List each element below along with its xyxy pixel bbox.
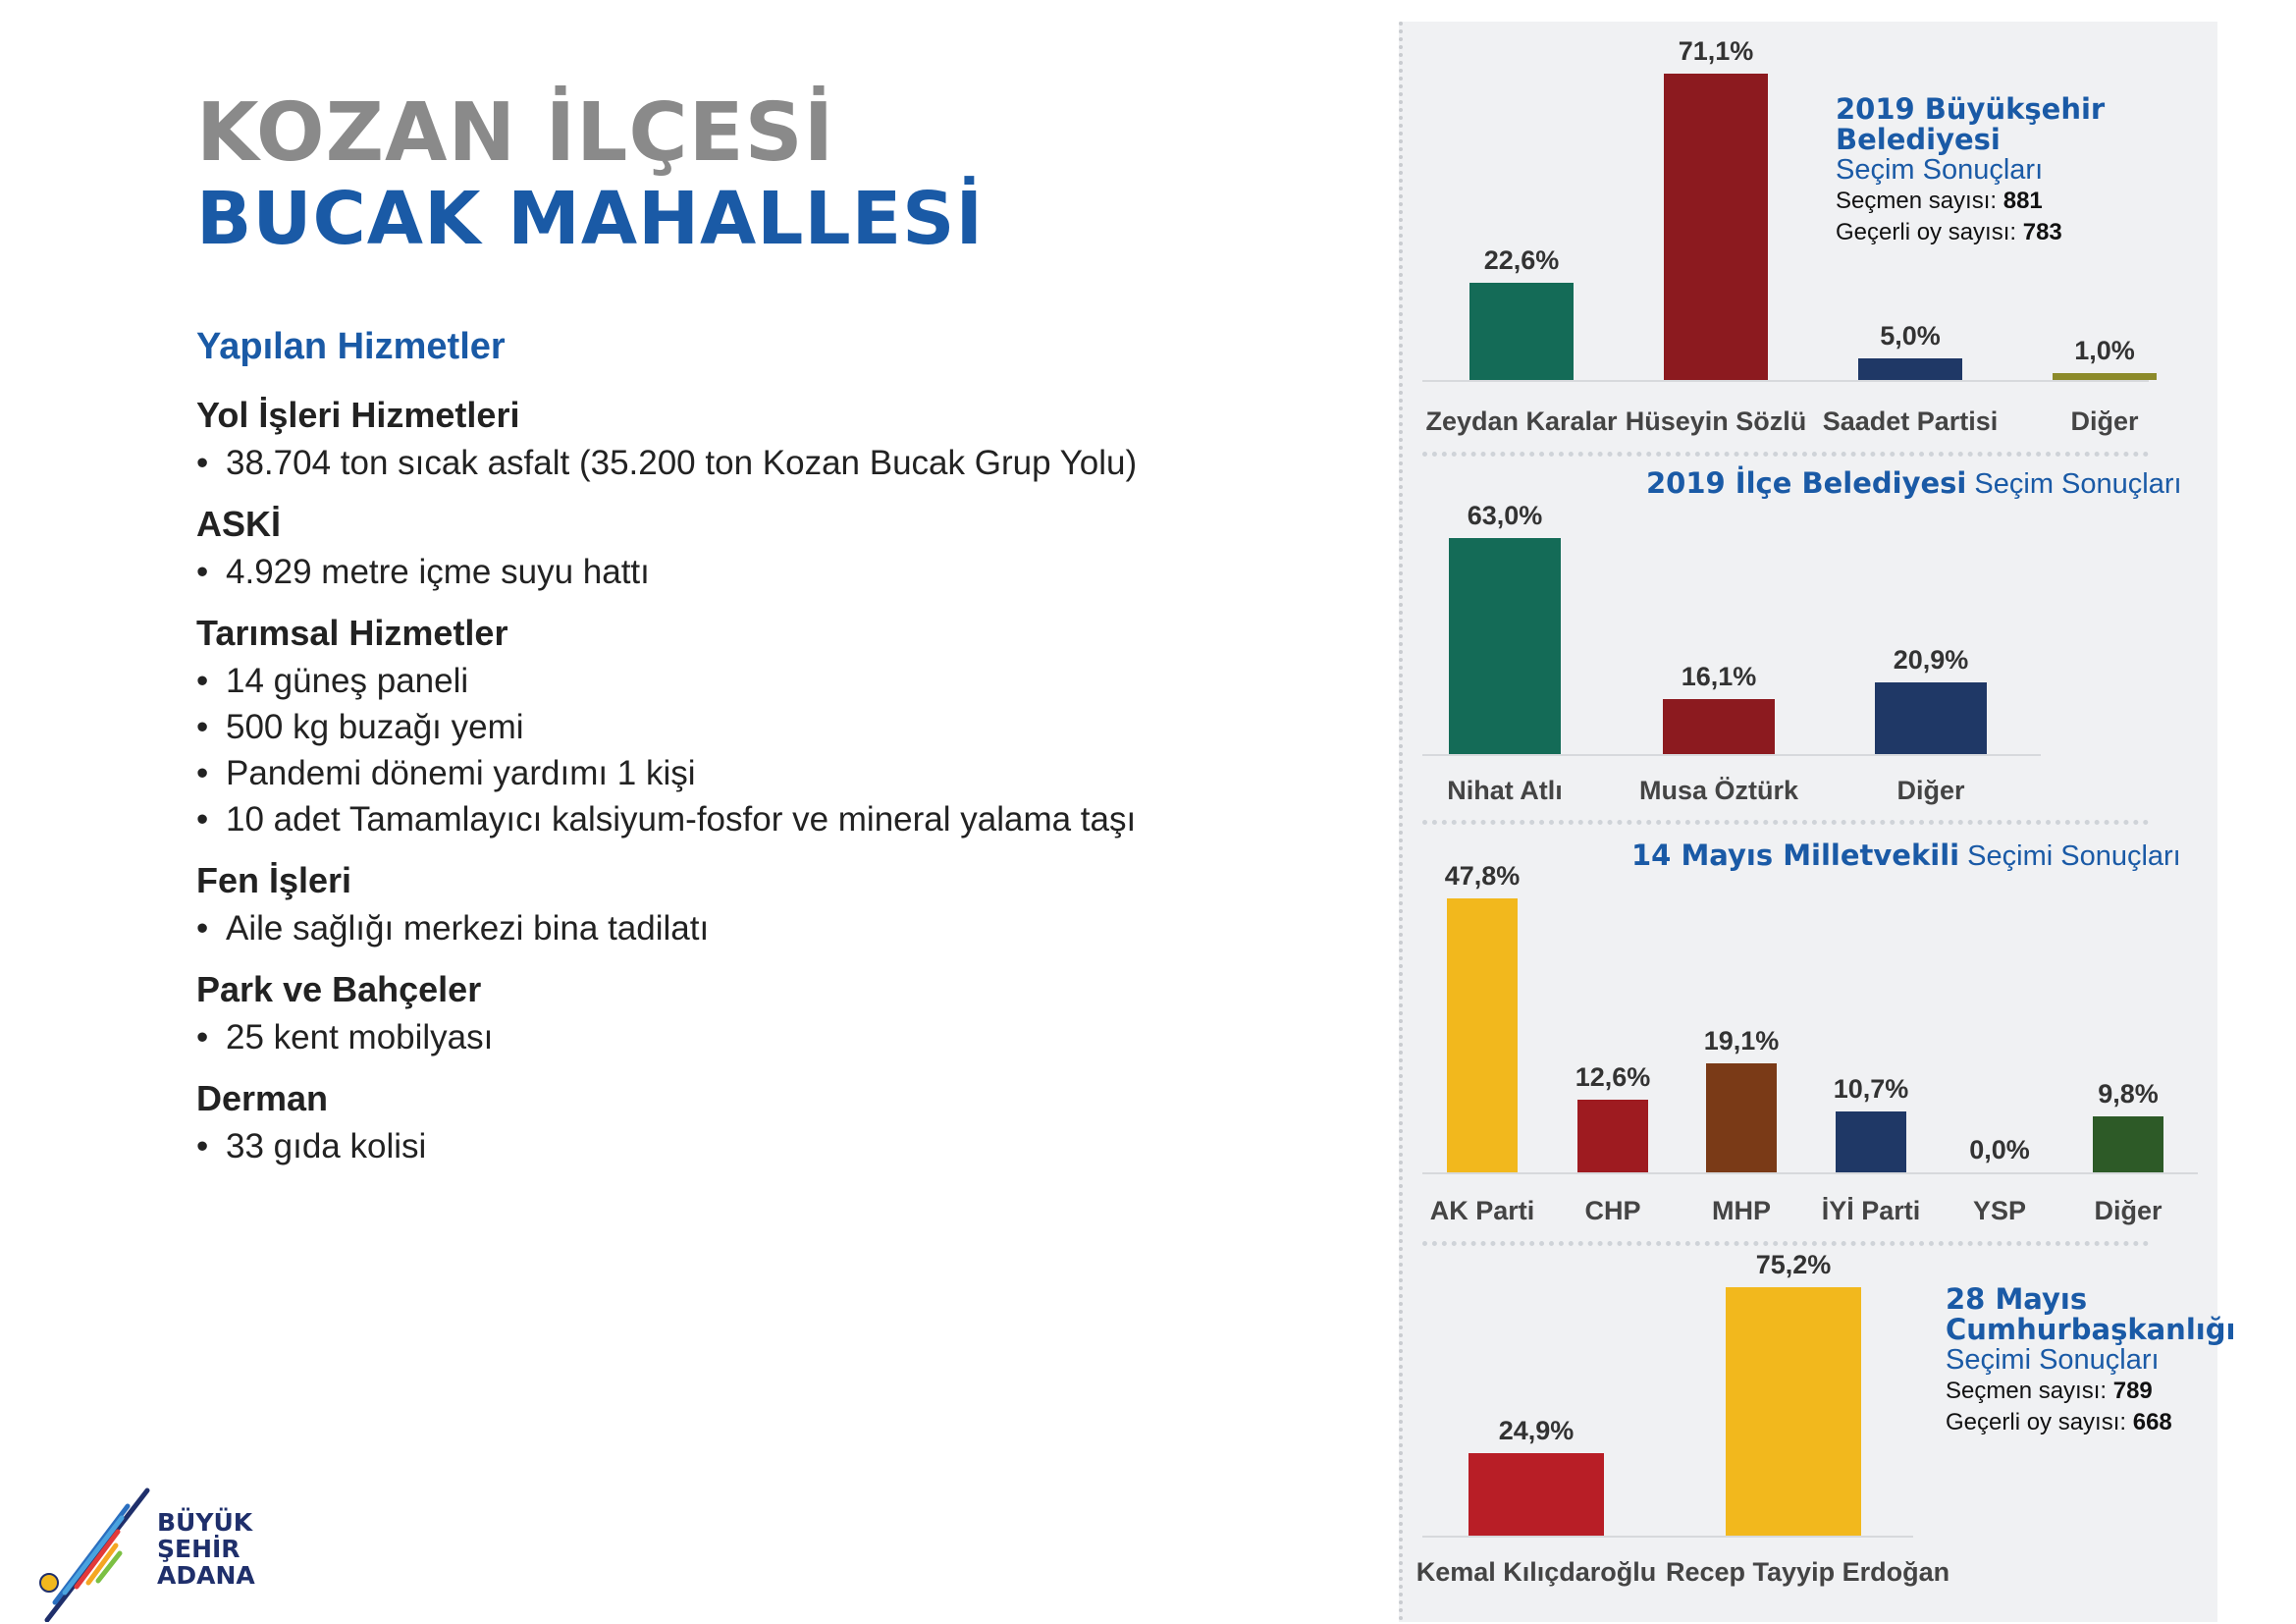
- chart4-title-line2: Cumhurbaşkanlığı: [1946, 1313, 2236, 1346]
- service-item: • 38.704 ton sıcak asfalt (35.200 ton Kozan Bucak Grup Yolu): [196, 440, 1325, 486]
- chart3-bar: [1447, 898, 1518, 1172]
- chart4-title-block: [1946, 1284, 2235, 1438]
- chart2-title: 2019 İlçe Belediyesi Seçim Sonuçları: [1646, 466, 2182, 500]
- chart1-category-label: Hüseyin Sözlü: [1625, 406, 1807, 436]
- service-item: • 4.929 metre içme suyu hattı: [196, 549, 1325, 595]
- chart1-value-label: 71,1%: [1678, 36, 1754, 66]
- separator: [1422, 820, 2149, 825]
- chart1-bar: [1469, 283, 1574, 380]
- chart1-value-label: 5,0%: [1880, 321, 1941, 352]
- service-item: • 10 adet Tamamlayıcı kalsiyum-fosfor ve mineral yalama taşı: [196, 796, 1325, 842]
- chart3-category-label: YSP: [1972, 1196, 2027, 1225]
- chart1-bar: [1664, 74, 1768, 380]
- chart3-value-label: 9,8%: [2098, 1078, 2159, 1109]
- chart1-category-label: Saadet Partisi: [1822, 406, 1999, 436]
- chart3-category-label: AK Parti: [1429, 1196, 1535, 1225]
- service-category: Park ve Bahçeler: [196, 969, 482, 1009]
- chart2-value-label: 63,0%: [1467, 501, 1543, 530]
- chart4-category-label: Kemal Kılıçdaroğlu: [1415, 1557, 1657, 1587]
- services-heading: Yapılan Hizmetler: [196, 326, 506, 367]
- service-item: • Aile sağlığı merkezi bina tadilatı: [196, 905, 1325, 951]
- chart3-bar: [2093, 1116, 2163, 1172]
- chart2-bar: [1663, 699, 1775, 754]
- chart2-category-label: Nihat Atlı: [1447, 776, 1563, 805]
- services-list: [196, 391, 1325, 1169]
- chart3-bar: [1577, 1100, 1648, 1172]
- chart4-value-label: 75,2%: [1755, 1250, 1832, 1279]
- chart2-category-label: Musa Öztürk: [1638, 776, 1799, 805]
- chart4-subtitle: Seçimi Sonuçları: [1946, 1344, 2160, 1376]
- election-results-panel: [1399, 22, 2236, 1622]
- service-category: Tarımsal Hizmetler: [196, 613, 508, 653]
- chart2-value-label: 16,1%: [1681, 661, 1757, 691]
- chart4-bar: [1468, 1453, 1604, 1536]
- chart4-category-label: Recep Tayyip Erdoğan: [1666, 1557, 1950, 1587]
- service-item: • 14 güneş paneli: [196, 658, 1325, 704]
- chart3-category-label: İYİ Parti: [1821, 1196, 1921, 1225]
- chart4-voters: Seçmen sayısı: 789: [1946, 1378, 2153, 1404]
- service-item: • 33 gıda kolisi: [196, 1123, 1325, 1169]
- chart2-bar: [1875, 682, 1987, 754]
- chart4-baseline: [1422, 1536, 1913, 1538]
- service-item: • 25 kent mobilyası: [196, 1014, 1325, 1060]
- chart2-value-label: 20,9%: [1893, 645, 1969, 676]
- chart3-value-label: 47,8%: [1444, 861, 1521, 891]
- chart1-value-label: 22,6%: [1483, 244, 1560, 275]
- chart1-title: 2019 Büyükşehir Belediyesi: [1836, 92, 2106, 156]
- chart3-bar: [1836, 1111, 1906, 1172]
- chart1-valid: Geçerli oy sayısı: 783: [1836, 219, 2062, 245]
- chart1-baseline: [1422, 380, 2149, 382]
- chart2-category-label: Diğer: [1896, 776, 1965, 805]
- chart4-title: 28 Mayıs: [1946, 1282, 2088, 1316]
- chart2-baseline: [1422, 754, 2041, 756]
- chart3-category-label: MHP: [1712, 1196, 1771, 1225]
- chart3-category-label: Diğer: [2094, 1196, 2163, 1225]
- chart1-category-label: Diğer: [2070, 406, 2139, 436]
- chart4-bar: [1726, 1287, 1861, 1536]
- chart1-category-label: Zeydan Karalar: [1425, 406, 1618, 436]
- chart2-bar: [1449, 538, 1561, 754]
- chart3-title: 14 Mayıs Milletvekili Seçimi Sonuçları: [1631, 839, 2181, 872]
- chart1-bar: [2053, 373, 2157, 380]
- chart1-value-label: 1,0%: [2074, 336, 2135, 365]
- chart1-voters: Seçmen sayısı: 881: [1836, 188, 2043, 214]
- chart3-baseline: [1422, 1172, 2198, 1174]
- chart1-bar: [1858, 358, 1962, 380]
- logo-icon: [37, 1485, 155, 1622]
- chart4-valid: Geçerli oy sayısı: 668: [1946, 1409, 2172, 1435]
- service-category: Yol İşleri Hizmetleri: [196, 395, 520, 435]
- service-category: ASKİ: [196, 504, 282, 544]
- separator: [1422, 1241, 2149, 1246]
- chart1-subtitle: Seçim Sonuçları: [1836, 154, 2044, 186]
- neighborhood-title: BUCAK MAHALLESİ: [196, 177, 984, 261]
- logo-text: BÜYÜK ŞEHİR ADANA: [157, 1508, 255, 1590]
- chart4-value-label: 24,9%: [1498, 1416, 1575, 1446]
- separator: [1422, 452, 2149, 457]
- service-item: • 500 kg buzağı yemi: [196, 704, 1325, 750]
- chart3-value-label: 10,7%: [1833, 1073, 1909, 1104]
- chart3-category-label: CHP: [1584, 1196, 1641, 1225]
- chart3-value-label: 0,0%: [1969, 1135, 2030, 1164]
- service-category: Derman: [196, 1078, 329, 1118]
- service-category: Fen İşleri: [196, 860, 352, 900]
- chart3-bar: [1706, 1063, 1777, 1172]
- chart3-value-label: 12,6%: [1575, 1062, 1651, 1093]
- service-item: • Pandemi dönemi yardımı 1 kişi: [196, 750, 1325, 796]
- chart3-value-label: 19,1%: [1703, 1025, 1780, 1056]
- district-title: KOZAN İLÇESİ: [196, 86, 835, 180]
- chart1-title-block: [1836, 94, 2217, 248]
